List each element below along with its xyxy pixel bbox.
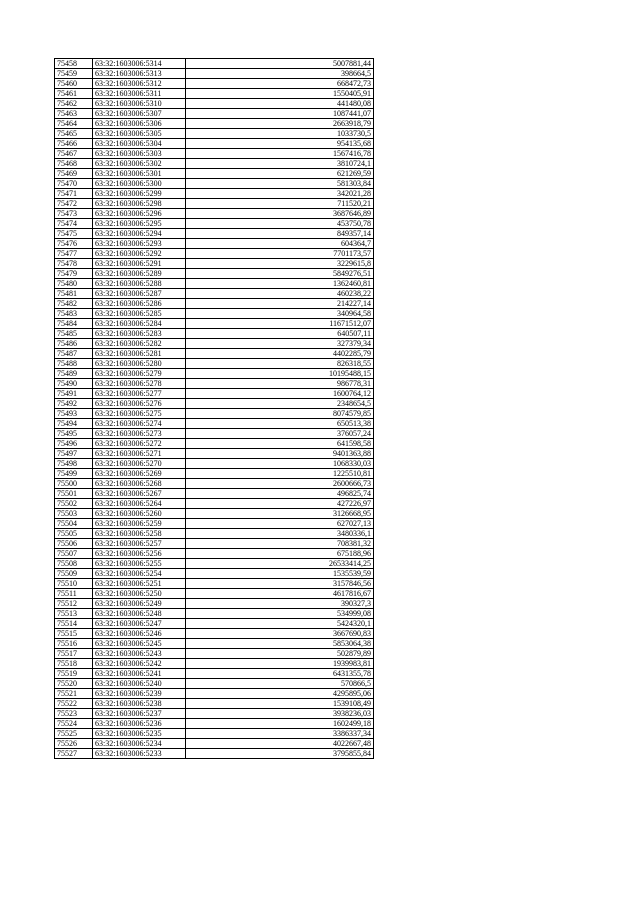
value-cell: 1087441,07	[186, 109, 374, 119]
value-cell: 390327,3	[186, 599, 374, 609]
cadastral-number-cell: 63:32:1603006:5275	[93, 409, 186, 419]
cadastral-number-cell: 63:32:1603006:5287	[93, 289, 186, 299]
row-number-cell: 75497	[55, 449, 93, 459]
value-cell: 8074579,85	[186, 409, 374, 419]
value-cell: 6431355,78	[186, 669, 374, 679]
row-number-cell: 75496	[55, 439, 93, 449]
cadastral-number-cell: 63:32:1603006:5274	[93, 419, 186, 429]
cadastral-number-cell: 63:32:1603006:5236	[93, 719, 186, 729]
table-row	[55, 739, 374, 749]
row-number-cell: 75468	[55, 159, 93, 169]
row-number-cell: 75481	[55, 289, 93, 299]
row-number-cell: 75471	[55, 189, 93, 199]
cadastral-number-cell: 63:32:1603006:5289	[93, 269, 186, 279]
cadastral-number-cell: 63:32:1603006:5293	[93, 239, 186, 249]
cadastral-value-table	[54, 58, 374, 759]
value-cell: 1600764,12	[186, 389, 374, 399]
table-row	[55, 599, 374, 609]
table-row	[55, 699, 374, 709]
value-cell: 496825,74	[186, 489, 374, 499]
cadastral-number-cell: 63:32:1603006:5237	[93, 709, 186, 719]
row-number-cell: 75495	[55, 429, 93, 439]
row-number-cell: 75501	[55, 489, 93, 499]
table-row	[55, 529, 374, 539]
value-cell: 11671512,07	[186, 319, 374, 329]
value-cell: 641598,58	[186, 439, 374, 449]
row-number-cell: 75459	[55, 69, 93, 79]
row-number-cell: 75507	[55, 549, 93, 559]
value-cell: 708381,32	[186, 539, 374, 549]
table-row	[55, 119, 374, 129]
cadastral-number-cell: 63:32:1603006:5259	[93, 519, 186, 529]
table-row	[55, 319, 374, 329]
row-number-cell: 75474	[55, 219, 93, 229]
value-cell: 398664,5	[186, 69, 374, 79]
row-number-cell: 75514	[55, 619, 93, 629]
value-cell: 5853064,38	[186, 639, 374, 649]
cadastral-number-cell: 63:32:1603006:5305	[93, 129, 186, 139]
table-row	[55, 629, 374, 639]
value-cell: 627027,13	[186, 519, 374, 529]
value-cell: 3795855,84	[186, 749, 374, 759]
row-number-cell: 75494	[55, 419, 93, 429]
value-cell: 376057,24	[186, 429, 374, 439]
table-row	[55, 489, 374, 499]
value-cell: 2348654,5	[186, 399, 374, 409]
value-cell: 1068330,03	[186, 459, 374, 469]
cadastral-number-cell: 63:32:1603006:5299	[93, 189, 186, 199]
value-cell: 3938236,03	[186, 709, 374, 719]
cadastral-number-cell: 63:32:1603006:5286	[93, 299, 186, 309]
table-row	[55, 269, 374, 279]
table-row	[55, 429, 374, 439]
row-number-cell: 75478	[55, 259, 93, 269]
cadastral-number-cell: 63:32:1603006:5272	[93, 439, 186, 449]
cadastral-number-cell: 63:32:1603006:5301	[93, 169, 186, 179]
value-cell: 3157846,56	[186, 579, 374, 589]
row-number-cell: 75491	[55, 389, 93, 399]
row-number-cell: 75480	[55, 279, 93, 289]
row-number-cell: 75473	[55, 209, 93, 219]
row-number-cell: 75490	[55, 379, 93, 389]
cadastral-number-cell: 63:32:1603006:5270	[93, 459, 186, 469]
table-row	[55, 709, 374, 719]
cadastral-number-cell: 63:32:1603006:5303	[93, 149, 186, 159]
cadastral-number-cell: 63:32:1603006:5298	[93, 199, 186, 209]
row-number-cell: 75477	[55, 249, 93, 259]
row-number-cell: 75492	[55, 399, 93, 409]
cadastral-number-cell: 63:32:1603006:5238	[93, 699, 186, 709]
table-row	[55, 69, 374, 79]
cadastral-number-cell: 63:32:1603006:5233	[93, 749, 186, 759]
row-number-cell: 75511	[55, 589, 93, 599]
value-cell: 10195488,15	[186, 369, 374, 379]
row-number-cell: 75522	[55, 699, 93, 709]
cadastral-number-cell: 63:32:1603006:5260	[93, 509, 186, 519]
table-row	[55, 189, 374, 199]
row-number-cell: 75486	[55, 339, 93, 349]
row-number-cell: 75527	[55, 749, 93, 759]
row-number-cell: 75512	[55, 599, 93, 609]
value-cell: 1033730,5	[186, 129, 374, 139]
row-number-cell: 75463	[55, 109, 93, 119]
row-number-cell: 75470	[55, 179, 93, 189]
table-row	[55, 689, 374, 699]
cadastral-number-cell: 63:32:1603006:5247	[93, 619, 186, 629]
row-number-cell: 75518	[55, 659, 93, 669]
cadastral-number-cell: 63:32:1603006:5268	[93, 479, 186, 489]
table-row	[55, 619, 374, 629]
table-row	[55, 79, 374, 89]
value-cell: 453750,78	[186, 219, 374, 229]
cadastral-number-cell: 63:32:1603006:5296	[93, 209, 186, 219]
cadastral-number-cell: 63:32:1603006:5251	[93, 579, 186, 589]
table-row	[55, 589, 374, 599]
value-cell: 1567416,78	[186, 149, 374, 159]
cadastral-number-cell: 63:32:1603006:5264	[93, 499, 186, 509]
cadastral-number-cell: 63:32:1603006:5281	[93, 349, 186, 359]
row-number-cell: 75503	[55, 509, 93, 519]
table-row	[55, 289, 374, 299]
table-row	[55, 539, 374, 549]
row-number-cell: 75485	[55, 329, 93, 339]
value-cell: 604364,7	[186, 239, 374, 249]
cadastral-number-cell: 63:32:1603006:5267	[93, 489, 186, 499]
value-cell: 986778,31	[186, 379, 374, 389]
cadastral-number-cell: 63:32:1603006:5257	[93, 539, 186, 549]
table-row	[55, 219, 374, 229]
row-number-cell: 75525	[55, 729, 93, 739]
cadastral-number-cell: 63:32:1603006:5280	[93, 359, 186, 369]
table-row	[55, 609, 374, 619]
value-cell: 3480336,1	[186, 529, 374, 539]
table-row	[55, 339, 374, 349]
table-row	[55, 129, 374, 139]
table-row	[55, 249, 374, 259]
row-number-cell: 75524	[55, 719, 93, 729]
cadastral-number-cell: 63:32:1603006:5282	[93, 339, 186, 349]
table-row	[55, 149, 374, 159]
table-row	[55, 639, 374, 649]
table-row	[55, 169, 374, 179]
value-cell: 441480,08	[186, 99, 374, 109]
table-row	[55, 329, 374, 339]
table-row	[55, 439, 374, 449]
cadastral-number-cell: 63:32:1603006:5295	[93, 219, 186, 229]
table-row	[55, 299, 374, 309]
row-number-cell: 75484	[55, 319, 93, 329]
row-number-cell: 75464	[55, 119, 93, 129]
value-cell: 1539108,49	[186, 699, 374, 709]
cadastral-number-cell: 63:32:1603006:5302	[93, 159, 186, 169]
table-row	[55, 259, 374, 269]
row-number-cell: 75462	[55, 99, 93, 109]
row-number-cell: 75521	[55, 689, 93, 699]
row-number-cell: 75505	[55, 529, 93, 539]
value-cell: 570866,5	[186, 679, 374, 689]
row-number-cell: 75475	[55, 229, 93, 239]
cadastral-number-cell: 63:32:1603006:5306	[93, 119, 186, 129]
value-cell: 342021,28	[186, 189, 374, 199]
cadastral-number-cell: 63:32:1603006:5273	[93, 429, 186, 439]
table-row	[55, 729, 374, 739]
value-cell: 327379,34	[186, 339, 374, 349]
value-cell: 711520,21	[186, 199, 374, 209]
row-number-cell: 75489	[55, 369, 93, 379]
table-row	[55, 389, 374, 399]
value-cell: 650513,38	[186, 419, 374, 429]
cadastral-number-cell: 63:32:1603006:5239	[93, 689, 186, 699]
value-cell: 5007881,44	[186, 59, 374, 69]
row-number-cell: 75476	[55, 239, 93, 249]
row-number-cell: 75516	[55, 639, 93, 649]
cadastral-number-cell: 63:32:1603006:5285	[93, 309, 186, 319]
table-row	[55, 359, 374, 369]
row-number-cell: 75461	[55, 89, 93, 99]
value-cell: 5849276,51	[186, 269, 374, 279]
row-number-cell: 75523	[55, 709, 93, 719]
cadastral-number-cell: 63:32:1603006:5255	[93, 559, 186, 569]
table-row	[55, 199, 374, 209]
cadastral-number-cell: 63:32:1603006:5241	[93, 669, 186, 679]
value-cell: 460238,22	[186, 289, 374, 299]
value-cell: 3687646,89	[186, 209, 374, 219]
value-cell: 1225510,81	[186, 469, 374, 479]
value-cell: 3810724,1	[186, 159, 374, 169]
value-cell: 1362460,81	[186, 279, 374, 289]
cadastral-number-cell: 63:32:1603006:5277	[93, 389, 186, 399]
table-row	[55, 279, 374, 289]
cadastral-number-cell: 63:32:1603006:5235	[93, 729, 186, 739]
cadastral-number-cell: 63:32:1603006:5292	[93, 249, 186, 259]
value-cell: 675188,96	[186, 549, 374, 559]
table-row	[55, 579, 374, 589]
cadastral-number-cell: 63:32:1603006:5291	[93, 259, 186, 269]
cadastral-number-cell: 63:32:1603006:5240	[93, 679, 186, 689]
cadastral-number-cell: 63:32:1603006:5288	[93, 279, 186, 289]
cadastral-number-cell: 63:32:1603006:5248	[93, 609, 186, 619]
cadastral-number-cell: 63:32:1603006:5278	[93, 379, 186, 389]
value-cell: 214227,14	[186, 299, 374, 309]
row-number-cell: 75479	[55, 269, 93, 279]
row-number-cell: 75517	[55, 649, 93, 659]
row-number-cell: 75472	[55, 199, 93, 209]
cadastral-number-cell: 63:32:1603006:5313	[93, 69, 186, 79]
value-cell: 534999,08	[186, 609, 374, 619]
row-number-cell: 75460	[55, 79, 93, 89]
table-row	[55, 159, 374, 169]
row-number-cell: 75500	[55, 479, 93, 489]
value-cell: 4295895,06	[186, 689, 374, 699]
row-number-cell: 75483	[55, 309, 93, 319]
value-cell: 640507,11	[186, 329, 374, 339]
table-row	[55, 479, 374, 489]
cadastral-number-cell: 63:32:1603006:5234	[93, 739, 186, 749]
cadastral-number-cell: 63:32:1603006:5283	[93, 329, 186, 339]
table-row	[55, 719, 374, 729]
cadastral-number-cell: 63:32:1603006:5246	[93, 629, 186, 639]
table-row	[55, 559, 374, 569]
cadastral-number-cell: 63:32:1603006:5307	[93, 109, 186, 119]
table-body	[55, 59, 374, 759]
cadastral-number-cell: 63:32:1603006:5276	[93, 399, 186, 409]
row-number-cell: 75458	[55, 59, 93, 69]
cadastral-number-cell: 63:32:1603006:5300	[93, 179, 186, 189]
value-cell: 1939983,81	[186, 659, 374, 669]
cadastral-number-cell: 63:32:1603006:5311	[93, 89, 186, 99]
cadastral-number-cell: 63:32:1603006:5242	[93, 659, 186, 669]
value-cell: 1602499,18	[186, 719, 374, 729]
table-row	[55, 649, 374, 659]
row-number-cell: 75493	[55, 409, 93, 419]
row-number-cell: 75515	[55, 629, 93, 639]
table-row	[55, 179, 374, 189]
table-row	[55, 659, 374, 669]
table-row	[55, 549, 374, 559]
table-row	[55, 239, 374, 249]
value-cell: 4022667,48	[186, 739, 374, 749]
cadastral-number-cell: 63:32:1603006:5245	[93, 639, 186, 649]
row-number-cell: 75519	[55, 669, 93, 679]
table-row	[55, 369, 374, 379]
table-row	[55, 89, 374, 99]
row-number-cell: 75469	[55, 169, 93, 179]
cadastral-number-cell: 63:32:1603006:5294	[93, 229, 186, 239]
row-number-cell: 75508	[55, 559, 93, 569]
table-row	[55, 519, 374, 529]
cadastral-number-cell: 63:32:1603006:5314	[93, 59, 186, 69]
table-row	[55, 469, 374, 479]
value-cell: 9401363,88	[186, 449, 374, 459]
value-cell: 427226,97	[186, 499, 374, 509]
table-row	[55, 209, 374, 219]
value-cell: 3667690,83	[186, 629, 374, 639]
row-number-cell: 75466	[55, 139, 93, 149]
table-row	[55, 139, 374, 149]
value-cell: 26533414,25	[186, 559, 374, 569]
cadastral-number-cell: 63:32:1603006:5312	[93, 79, 186, 89]
row-number-cell: 75467	[55, 149, 93, 159]
cadastral-number-cell: 63:32:1603006:5256	[93, 549, 186, 559]
table-row	[55, 229, 374, 239]
cadastral-number-cell: 63:32:1603006:5269	[93, 469, 186, 479]
table-row	[55, 349, 374, 359]
value-cell: 954135,68	[186, 139, 374, 149]
value-cell: 502879,89	[186, 649, 374, 659]
value-cell: 7701173,57	[186, 249, 374, 259]
row-number-cell: 75502	[55, 499, 93, 509]
cadastral-number-cell: 63:32:1603006:5258	[93, 529, 186, 539]
row-number-cell: 75499	[55, 469, 93, 479]
table-row	[55, 379, 374, 389]
value-cell: 4617816,67	[186, 589, 374, 599]
value-cell: 1535539,59	[186, 569, 374, 579]
table-row	[55, 309, 374, 319]
value-cell: 340964,58	[186, 309, 374, 319]
value-cell: 1550405,91	[186, 89, 374, 99]
value-cell: 3126668,95	[186, 509, 374, 519]
row-number-cell: 75520	[55, 679, 93, 689]
value-cell: 668472,73	[186, 79, 374, 89]
table-row	[55, 109, 374, 119]
table-row	[55, 59, 374, 69]
row-number-cell: 75509	[55, 569, 93, 579]
value-cell: 5424320,1	[186, 619, 374, 629]
cadastral-number-cell: 63:32:1603006:5250	[93, 589, 186, 599]
cadastral-number-cell: 63:32:1603006:5254	[93, 569, 186, 579]
cadastral-number-cell: 63:32:1603006:5279	[93, 369, 186, 379]
value-cell: 2600666,73	[186, 479, 374, 489]
row-number-cell: 75482	[55, 299, 93, 309]
value-cell: 621269,59	[186, 169, 374, 179]
value-cell: 826318,55	[186, 359, 374, 369]
row-number-cell: 75487	[55, 349, 93, 359]
cadastral-number-cell: 63:32:1603006:5304	[93, 139, 186, 149]
row-number-cell: 75526	[55, 739, 93, 749]
cadastral-number-cell: 63:32:1603006:5284	[93, 319, 186, 329]
table-row	[55, 449, 374, 459]
row-number-cell: 75510	[55, 579, 93, 589]
table-row	[55, 569, 374, 579]
table-row	[55, 749, 374, 759]
value-cell: 3386337,34	[186, 729, 374, 739]
value-cell: 4402285,79	[186, 349, 374, 359]
value-cell: 581303,84	[186, 179, 374, 189]
row-number-cell: 75488	[55, 359, 93, 369]
cadastral-number-cell: 63:32:1603006:5249	[93, 599, 186, 609]
row-number-cell: 75504	[55, 519, 93, 529]
value-cell: 3229615,8	[186, 259, 374, 269]
value-cell: 2663918,79	[186, 119, 374, 129]
value-cell: 849357,14	[186, 229, 374, 239]
table-row	[55, 499, 374, 509]
row-number-cell: 75465	[55, 129, 93, 139]
cadastral-number-cell: 63:32:1603006:5243	[93, 649, 186, 659]
table-row	[55, 409, 374, 419]
row-number-cell: 75506	[55, 539, 93, 549]
table-row	[55, 669, 374, 679]
row-number-cell: 75513	[55, 609, 93, 619]
table-row	[55, 419, 374, 429]
cadastral-number-cell: 63:32:1603006:5271	[93, 449, 186, 459]
table-row	[55, 99, 374, 109]
table-row	[55, 399, 374, 409]
cadastral-number-cell: 63:32:1603006:5310	[93, 99, 186, 109]
row-number-cell: 75498	[55, 459, 93, 469]
table-row	[55, 679, 374, 689]
table-row	[55, 509, 374, 519]
table-row	[55, 459, 374, 469]
